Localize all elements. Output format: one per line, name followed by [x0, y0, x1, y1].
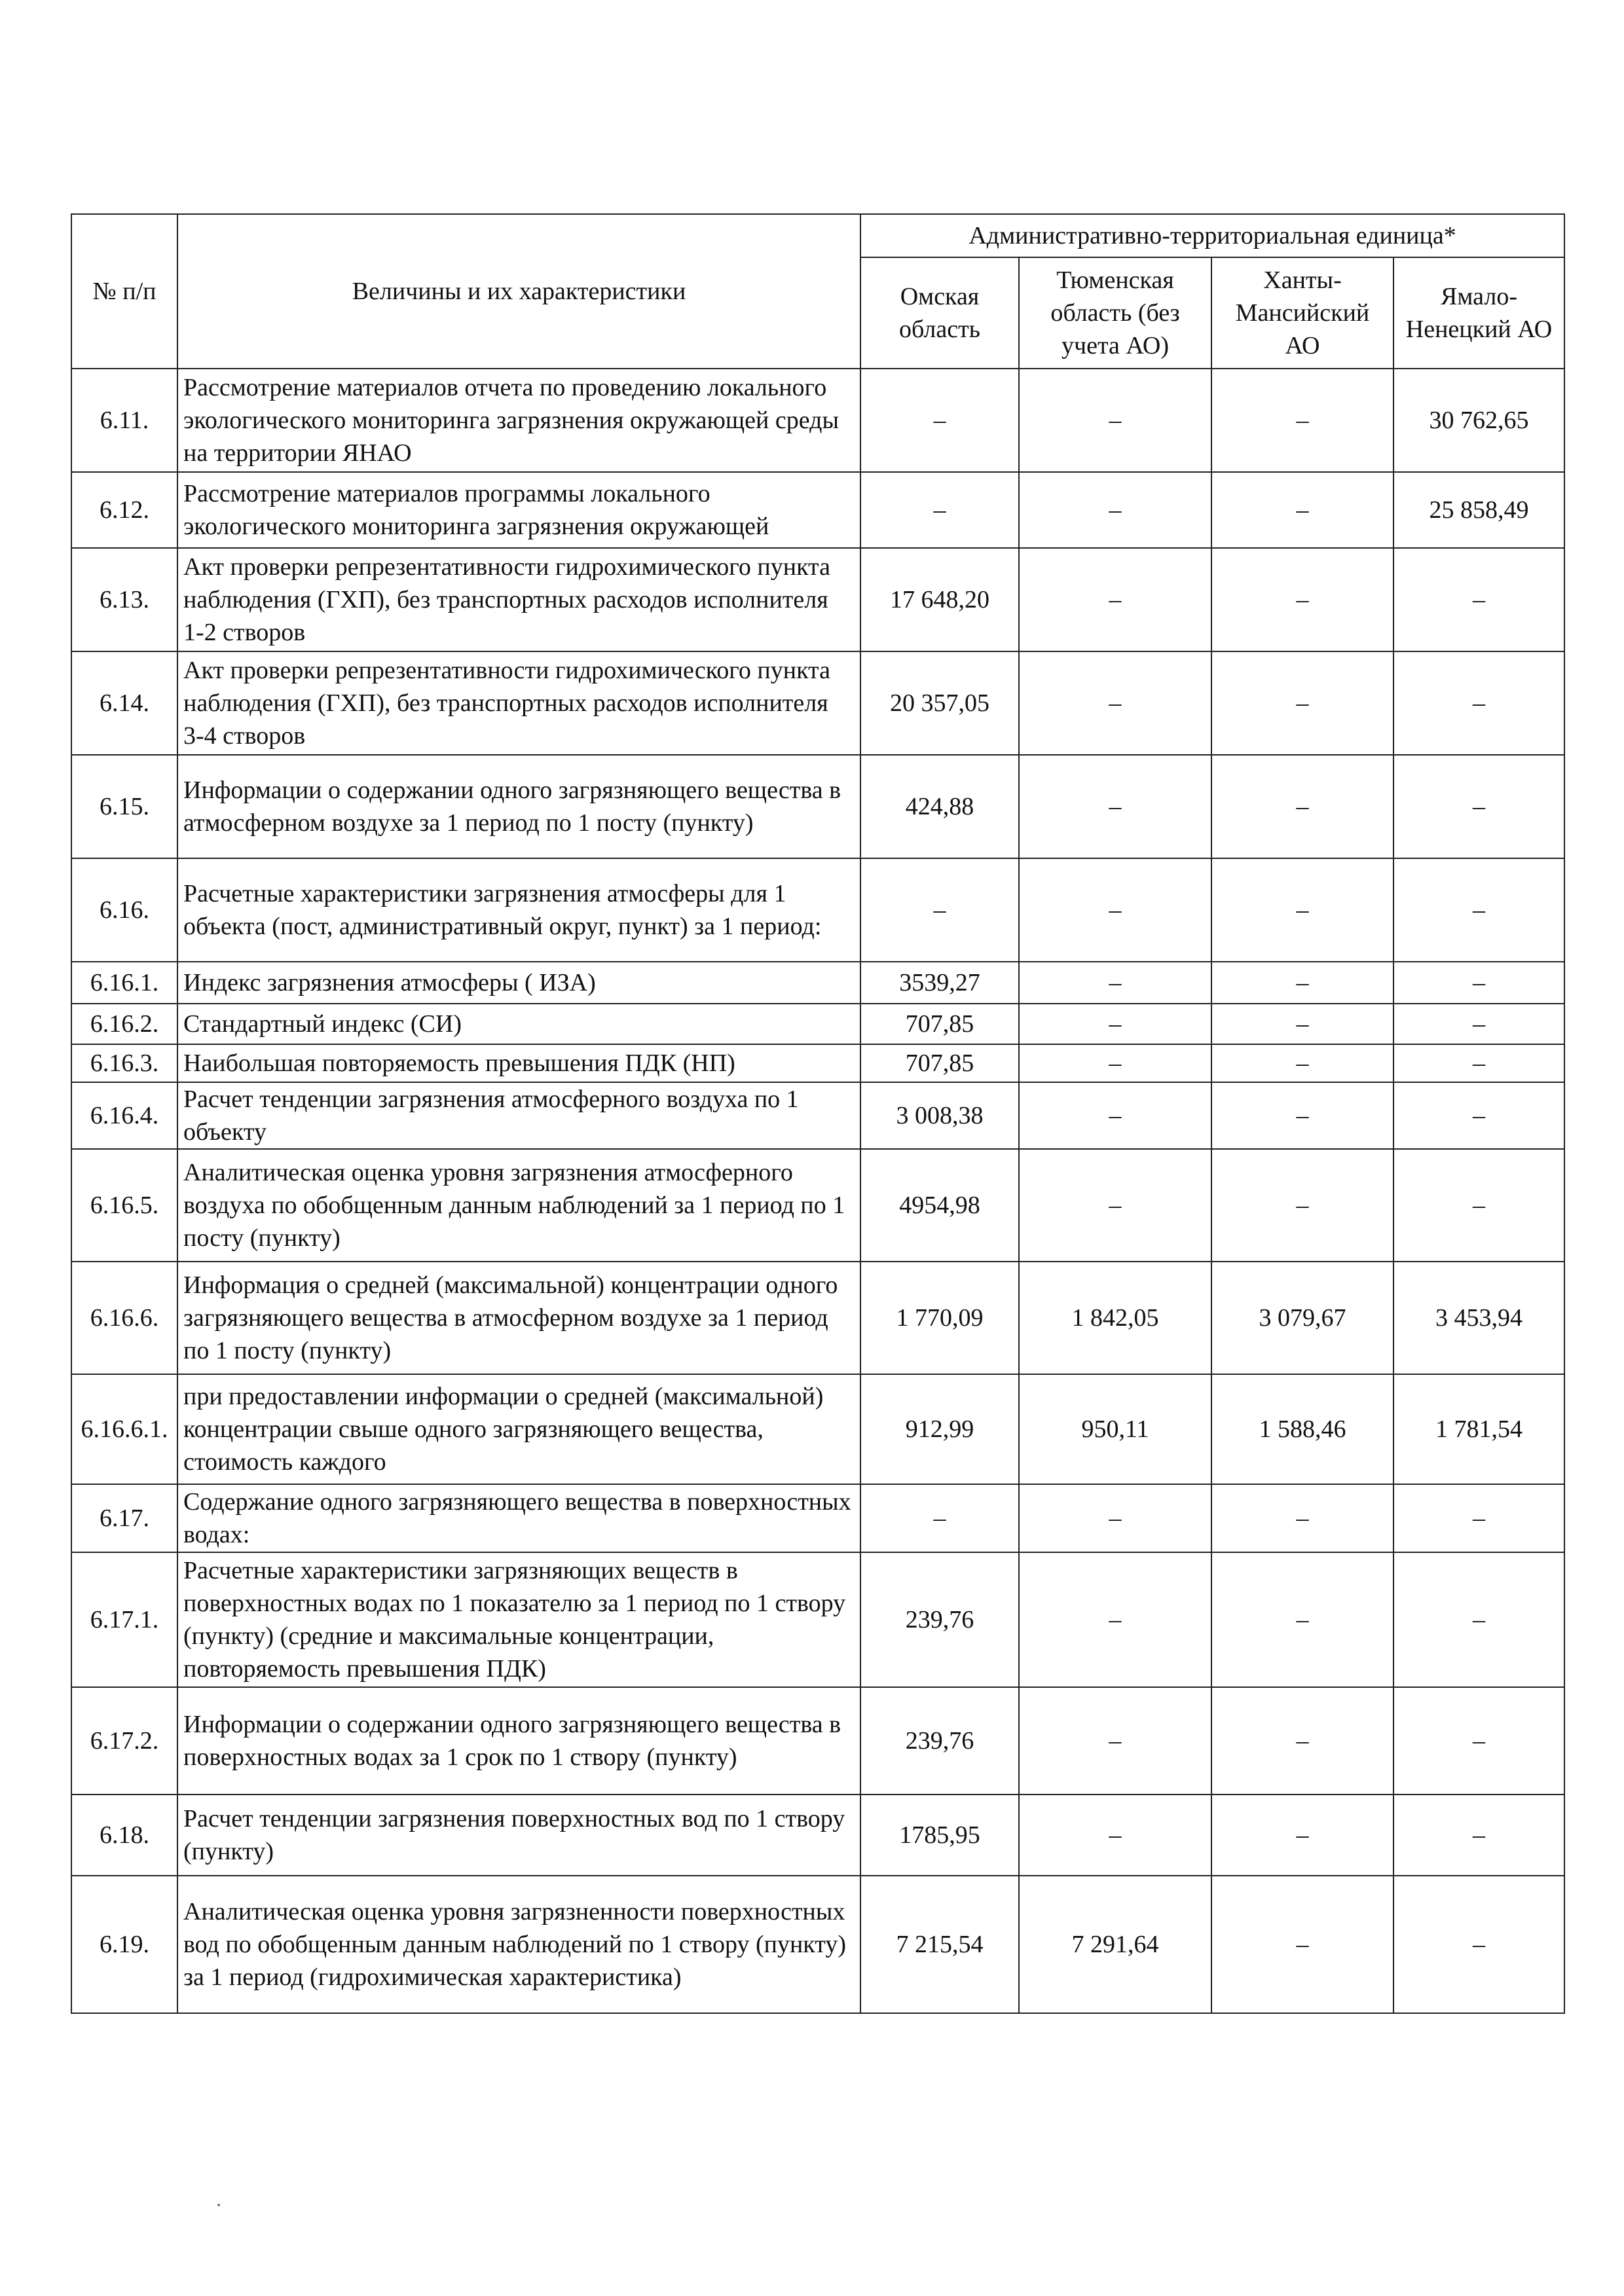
row-description: при предоставлении информации о средней (максимальной) концентрации свыше одного загрязняющего вещества, стоимость каждого	[177, 1374, 860, 1484]
value-yanao: –	[1393, 1044, 1564, 1082]
header-region-yanao: Ямало-Ненецкий АО	[1393, 257, 1564, 369]
value-yanao: –	[1393, 858, 1564, 962]
table-row	[71, 548, 1564, 651]
row-number: 6.17.2.	[71, 1687, 177, 1795]
value-khmao: –	[1211, 858, 1393, 962]
value-omsk: 1785,95	[860, 1795, 1019, 1876]
value-omsk: 4954,98	[860, 1149, 1019, 1262]
table-row	[71, 1876, 1564, 2013]
value-khmao: –	[1211, 548, 1393, 651]
value-tyumen: –	[1019, 651, 1211, 755]
table-row	[71, 1374, 1564, 1484]
row-description: Акт проверки репрезентативности гидрохимического пункта наблюдения (ГХП), без транспортных расходов исполнителя 1-2 створов	[177, 548, 860, 651]
header-number: № п/п	[71, 214, 177, 369]
value-omsk: 3539,27	[860, 962, 1019, 1004]
table-row	[71, 651, 1564, 755]
value-khmao: –	[1211, 962, 1393, 1004]
row-number: 6.13.	[71, 548, 177, 651]
value-khmao: –	[1211, 1687, 1393, 1795]
value-tyumen: –	[1019, 369, 1211, 472]
row-number: 6.14.	[71, 651, 177, 755]
row-number: 6.16.4.	[71, 1082, 177, 1149]
row-number: 6.16.6.	[71, 1262, 177, 1374]
row-description: Стандартный индекс (СИ)	[177, 1004, 860, 1044]
value-khmao: –	[1211, 1004, 1393, 1044]
row-description: Расчетные характеристики загрязняющих веществ в поверхностных водах по 1 показателю за 1 период по 1 створу (пункту) (средние и максимальные концентрации, повторяемость превышения ПДК)	[177, 1552, 860, 1687]
value-khmao: –	[1211, 369, 1393, 472]
value-yanao: 1 781,54	[1393, 1374, 1564, 1484]
value-yanao: –	[1393, 1876, 1564, 2013]
table-row	[71, 1552, 1564, 1687]
value-khmao: –	[1211, 1795, 1393, 1876]
value-omsk: 707,85	[860, 1044, 1019, 1082]
value-omsk: 3 008,38	[860, 1082, 1019, 1149]
row-number: 6.16.2.	[71, 1004, 177, 1044]
value-omsk: –	[860, 369, 1019, 472]
row-number: 6.16.5.	[71, 1149, 177, 1262]
table-row	[71, 755, 1564, 858]
value-khmao: –	[1211, 1044, 1393, 1082]
row-description: Рассмотрение материалов программы локального экологического мониторинга загрязнения окружающей	[177, 472, 860, 548]
table-row	[71, 1795, 1564, 1876]
value-khmao: 1 588,46	[1211, 1374, 1393, 1484]
row-description: Расчет тенденции загрязнения поверхностных вод по 1 створу (пункту)	[177, 1795, 860, 1876]
header-unit-group: Административно-территориальная единица*	[860, 214, 1564, 257]
value-yanao: –	[1393, 1795, 1564, 1876]
value-yanao: –	[1393, 1687, 1564, 1795]
row-number: 6.12.	[71, 472, 177, 548]
row-description: Расчет тенденции загрязнения атмосферного воздуха по 1 объекту	[177, 1082, 860, 1149]
row-number: 6.15.	[71, 755, 177, 858]
row-description: Информация о средней (максимальной) концентрации одного загрязняющего вещества в атмосферном воздухе за 1 период по 1 посту (пункту)	[177, 1262, 860, 1374]
table-header	[71, 214, 1564, 369]
row-description: Содержание одного загрязняющего вещества в поверхностных водах:	[177, 1484, 860, 1552]
value-omsk: 20 357,05	[860, 651, 1019, 755]
value-yanao: 25 858,49	[1393, 472, 1564, 548]
value-khmao: –	[1211, 651, 1393, 755]
row-description: Информации о содержании одного загрязняющего вещества в атмосферном воздухе за 1 период по 1 посту (пункту)	[177, 755, 860, 858]
value-yanao: 3 453,94	[1393, 1262, 1564, 1374]
row-description: Рассмотрение материалов отчета по проведению локального экологического мониторинга загрязнения окружающей среды на территории ЯНАО	[177, 369, 860, 472]
value-tyumen: –	[1019, 1687, 1211, 1795]
value-omsk: 707,85	[860, 1004, 1019, 1044]
value-omsk: 17 648,20	[860, 548, 1019, 651]
row-number: 6.11.	[71, 369, 177, 472]
row-number: 6.16.	[71, 858, 177, 962]
value-khmao: 3 079,67	[1211, 1262, 1393, 1374]
value-tyumen: –	[1019, 1484, 1211, 1552]
value-khmao: –	[1211, 1484, 1393, 1552]
table-row	[71, 858, 1564, 962]
value-khmao: –	[1211, 755, 1393, 858]
value-yanao: –	[1393, 1552, 1564, 1687]
row-description: Расчетные характеристики загрязнения атмосферы для 1 объекта (пост, административный округ, пункт) за 1 период:	[177, 858, 860, 962]
value-tyumen: 1 842,05	[1019, 1262, 1211, 1374]
value-tyumen: –	[1019, 1149, 1211, 1262]
header-description: Величины и их характеристики	[177, 214, 860, 369]
value-tyumen: –	[1019, 1004, 1211, 1044]
row-description: Информации о содержании одного загрязняющего вещества в поверхностных водах за 1 срок по 1 створу (пункту)	[177, 1687, 860, 1795]
table-body	[71, 369, 1564, 2013]
table-row	[71, 369, 1564, 472]
row-description: Аналитическая оценка уровня загрязненности поверхностных вод по обобщенным данным наблюдений по 1 створу (пункту) за 1 период (гидрохимическая характеристика)	[177, 1876, 860, 2013]
value-tyumen: –	[1019, 1044, 1211, 1082]
row-number: 6.17.1.	[71, 1552, 177, 1687]
value-tyumen: –	[1019, 755, 1211, 858]
row-number: 6.16.1.	[71, 962, 177, 1004]
header-region-khmao: Ханты-Мансийский АО	[1211, 257, 1393, 369]
value-tyumen: –	[1019, 962, 1211, 1004]
table-row	[71, 1044, 1564, 1082]
value-omsk: 239,76	[860, 1552, 1019, 1687]
value-tyumen: –	[1019, 1082, 1211, 1149]
value-tyumen: –	[1019, 1552, 1211, 1687]
scan-speck	[217, 2204, 220, 2206]
row-number: 6.16.6.1.	[71, 1374, 177, 1484]
table-row	[71, 1687, 1564, 1795]
value-khmao: –	[1211, 1552, 1393, 1687]
value-yanao: 30 762,65	[1393, 369, 1564, 472]
value-omsk: –	[860, 472, 1019, 548]
table-row	[71, 1082, 1564, 1149]
value-khmao: –	[1211, 1082, 1393, 1149]
table-row	[71, 962, 1564, 1004]
row-description: Акт проверки репрезентативности гидрохимического пункта наблюдения (ГХП), без транспортных расходов исполнителя 3-4 створов	[177, 651, 860, 755]
row-number: 6.17.	[71, 1484, 177, 1552]
value-omsk: 424,88	[860, 755, 1019, 858]
table-row	[71, 1484, 1564, 1552]
value-tyumen: –	[1019, 858, 1211, 962]
value-omsk: 1 770,09	[860, 1262, 1019, 1374]
value-omsk: 912,99	[860, 1374, 1019, 1484]
table-row	[71, 1004, 1564, 1044]
value-tyumen: 950,11	[1019, 1374, 1211, 1484]
value-yanao: –	[1393, 651, 1564, 755]
table-row	[71, 1149, 1564, 1262]
value-tyumen: –	[1019, 472, 1211, 548]
table-row	[71, 1262, 1564, 1374]
row-number: 6.16.3.	[71, 1044, 177, 1082]
value-khmao: –	[1211, 1876, 1393, 2013]
value-yanao: –	[1393, 755, 1564, 858]
row-number: 6.18.	[71, 1795, 177, 1876]
header-region-omsk: Омская область	[860, 257, 1019, 369]
value-omsk: –	[860, 858, 1019, 962]
value-yanao: –	[1393, 1082, 1564, 1149]
value-yanao: –	[1393, 962, 1564, 1004]
tariff-table	[71, 213, 1565, 2014]
value-khmao: –	[1211, 472, 1393, 548]
value-tyumen: 7 291,64	[1019, 1876, 1211, 2013]
value-omsk: 239,76	[860, 1687, 1019, 1795]
table-row	[71, 472, 1564, 548]
value-omsk: –	[860, 1484, 1019, 1552]
value-yanao: –	[1393, 1004, 1564, 1044]
value-tyumen: –	[1019, 1795, 1211, 1876]
value-tyumen: –	[1019, 548, 1211, 651]
row-description: Индекс загрязнения атмосферы ( ИЗА)	[177, 962, 860, 1004]
value-yanao: –	[1393, 548, 1564, 651]
value-khmao: –	[1211, 1149, 1393, 1262]
value-yanao: –	[1393, 1484, 1564, 1552]
header-region-tyumen: Тюменская область (без учета АО)	[1019, 257, 1211, 369]
value-omsk: 7 215,54	[860, 1876, 1019, 2013]
row-description: Аналитическая оценка уровня загрязнения атмосферного воздуха по обобщенным данным наблюдений за 1 период по 1 посту (пункту)	[177, 1149, 860, 1262]
row-description: Наибольшая повторяемость превышения ПДК (НП)	[177, 1044, 860, 1082]
value-yanao: –	[1393, 1149, 1564, 1262]
row-number: 6.19.	[71, 1876, 177, 2013]
